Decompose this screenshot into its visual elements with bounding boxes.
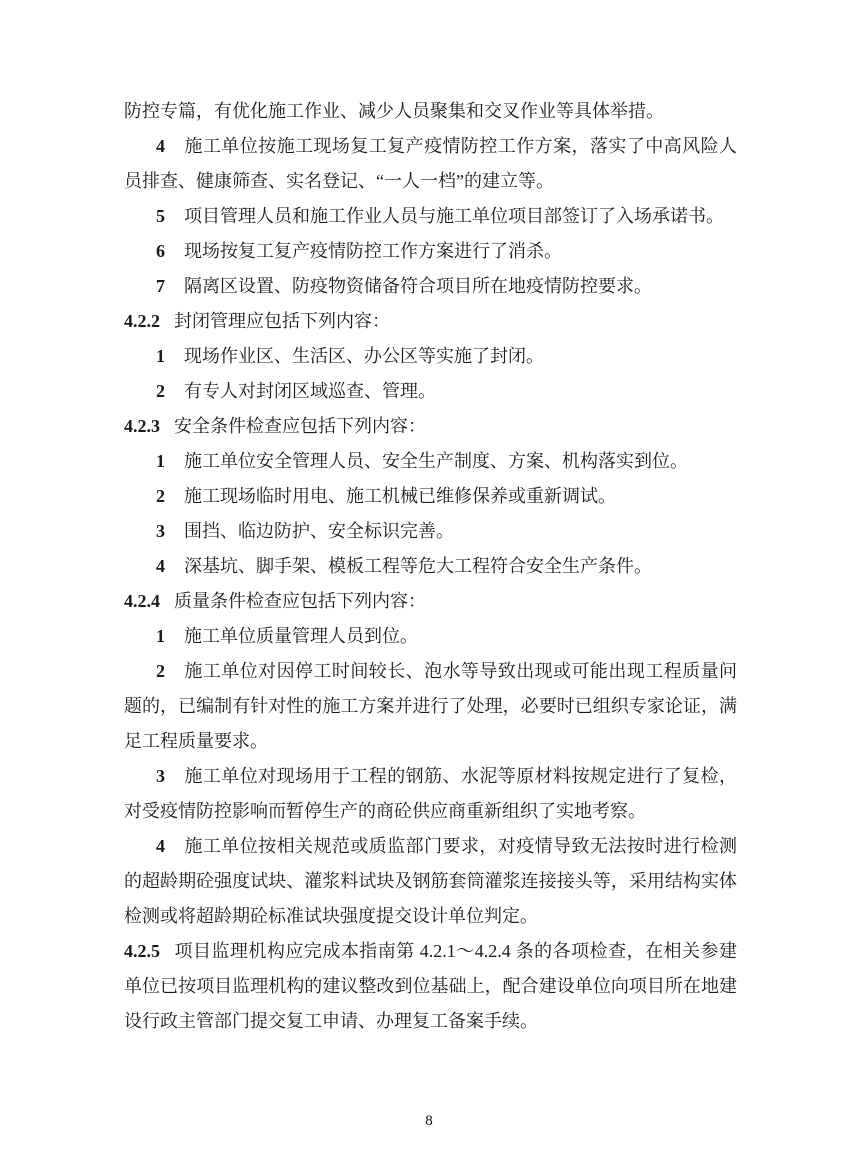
list-item-paragraph (124, 829, 737, 934)
clause-paragraph (124, 409, 737, 444)
item-number: 4 (156, 836, 165, 856)
list-item-paragraph (124, 654, 737, 759)
item-number: 5 (156, 206, 165, 226)
item-number: 7 (156, 276, 165, 296)
clause-paragraph (124, 304, 737, 339)
paragraph-text: 施工单位对因停工时间较长、泡水等导致出现或可能出现工程质量问题的，已编制有针对性的施工方案并进行了处理，必要时已组织专家论证，满足工程质量要求。 (124, 661, 737, 751)
paragraph-text: 有专人对封闭区域巡查、管理。 (184, 381, 436, 401)
paragraph-text: 施工单位安全管理人员、安全生产制度、方案、机构落实到位。 (184, 451, 688, 471)
paragraph-text: 施工单位按施工现场复工复产疫情防控工作方案，落实了中高风险人员排查、健康筛查、实名登记、“一人一档”的建立等。 (124, 136, 737, 191)
item-number: 2 (156, 661, 165, 681)
clause-number: 4.2.4 (124, 591, 160, 611)
paragraph-text: 围挡、临边防护、安全标识完善。 (184, 521, 454, 541)
document-body-text (124, 94, 737, 1039)
clause-number: 4.2.5 (124, 941, 160, 961)
paragraph-text: 安全条件检查应包括下列内容： (174, 416, 426, 436)
list-item-paragraph (124, 479, 737, 514)
item-number: 1 (156, 346, 165, 366)
list-item-paragraph (124, 129, 737, 199)
paragraph-text: 现场作业区、生活区、办公区等实施了封闭。 (184, 346, 544, 366)
item-number: 4 (156, 136, 165, 156)
list-item-paragraph (124, 269, 737, 304)
paragraph-text: 深基坑、脚手架、模板工程等危大工程符合安全生产条件。 (184, 556, 652, 576)
item-number: 4 (156, 556, 165, 576)
item-number: 2 (156, 486, 165, 506)
list-item-paragraph (124, 514, 737, 549)
list-item-paragraph (124, 444, 737, 479)
list-item-paragraph (124, 374, 737, 409)
item-number: 1 (156, 626, 165, 646)
paragraph-text: 防控专篇，有优化施工作业、减少人员聚集和交叉作业等具体举措。 (124, 101, 664, 121)
clause-number: 4.2.3 (124, 416, 160, 436)
list-item-paragraph (124, 339, 737, 374)
item-number: 3 (156, 521, 165, 541)
list-item-paragraph (124, 759, 737, 829)
paragraph-text: 现场按复工复产疫情防控工作方案进行了消杀。 (184, 241, 562, 261)
list-item-paragraph (124, 619, 737, 654)
clause-paragraph (124, 934, 737, 1039)
list-item-paragraph (124, 199, 737, 234)
item-number: 1 (156, 451, 165, 471)
continuation-paragraph (124, 94, 737, 129)
clause-number: 4.2.2 (124, 311, 160, 331)
paragraph-text: 项目管理人员和施工作业人员与施工单位项目部签订了入场承诺书。 (184, 206, 724, 226)
paragraph-text: 质量条件检查应包括下列内容： (174, 591, 426, 611)
list-item-paragraph (124, 234, 737, 269)
paragraph-text: 施工现场临时用电、施工机械已维修保养或重新调试。 (184, 486, 616, 506)
paragraph-text: 施工单位质量管理人员到位。 (184, 626, 418, 646)
page-number: 8 (425, 1113, 433, 1129)
paragraph-text: 施工单位按相关规范或质监部门要求，对疫情导致无法按时进行检测的超龄期砼强度试块、灌浆料试块及钢筋套筒灌浆连接接头等，采用结构实体检测或将超龄期砼标准试块强度提交设计单位判定。 (124, 836, 737, 926)
clause-paragraph (124, 584, 737, 619)
list-item-paragraph (124, 549, 737, 584)
paragraph-text: 封闭管理应包括下列内容： (174, 311, 390, 331)
item-number: 3 (156, 766, 165, 786)
paragraph-text: 项目监理机构应完成本指南第 4.2.1～4.2.4 条的各项检查，在相关参建单位已按项目监理机构的建议整改到位基础上，配合建设单位向项目所在地建设行政主管部门提交复工申请、办理复工备案手续。 (124, 941, 737, 1031)
paragraph-text: 施工单位对现场用于工程的钢筋、水泥等原材料按规定进行了复检，对受疫情防控影响而暂停生产的商砼供应商重新组织了实地考察。 (124, 766, 737, 821)
paragraph-text: 隔离区设置、防疫物资储备符合项目所在地疫情防控要求。 (184, 276, 652, 296)
item-number: 2 (156, 381, 165, 401)
item-number: 6 (156, 241, 165, 261)
